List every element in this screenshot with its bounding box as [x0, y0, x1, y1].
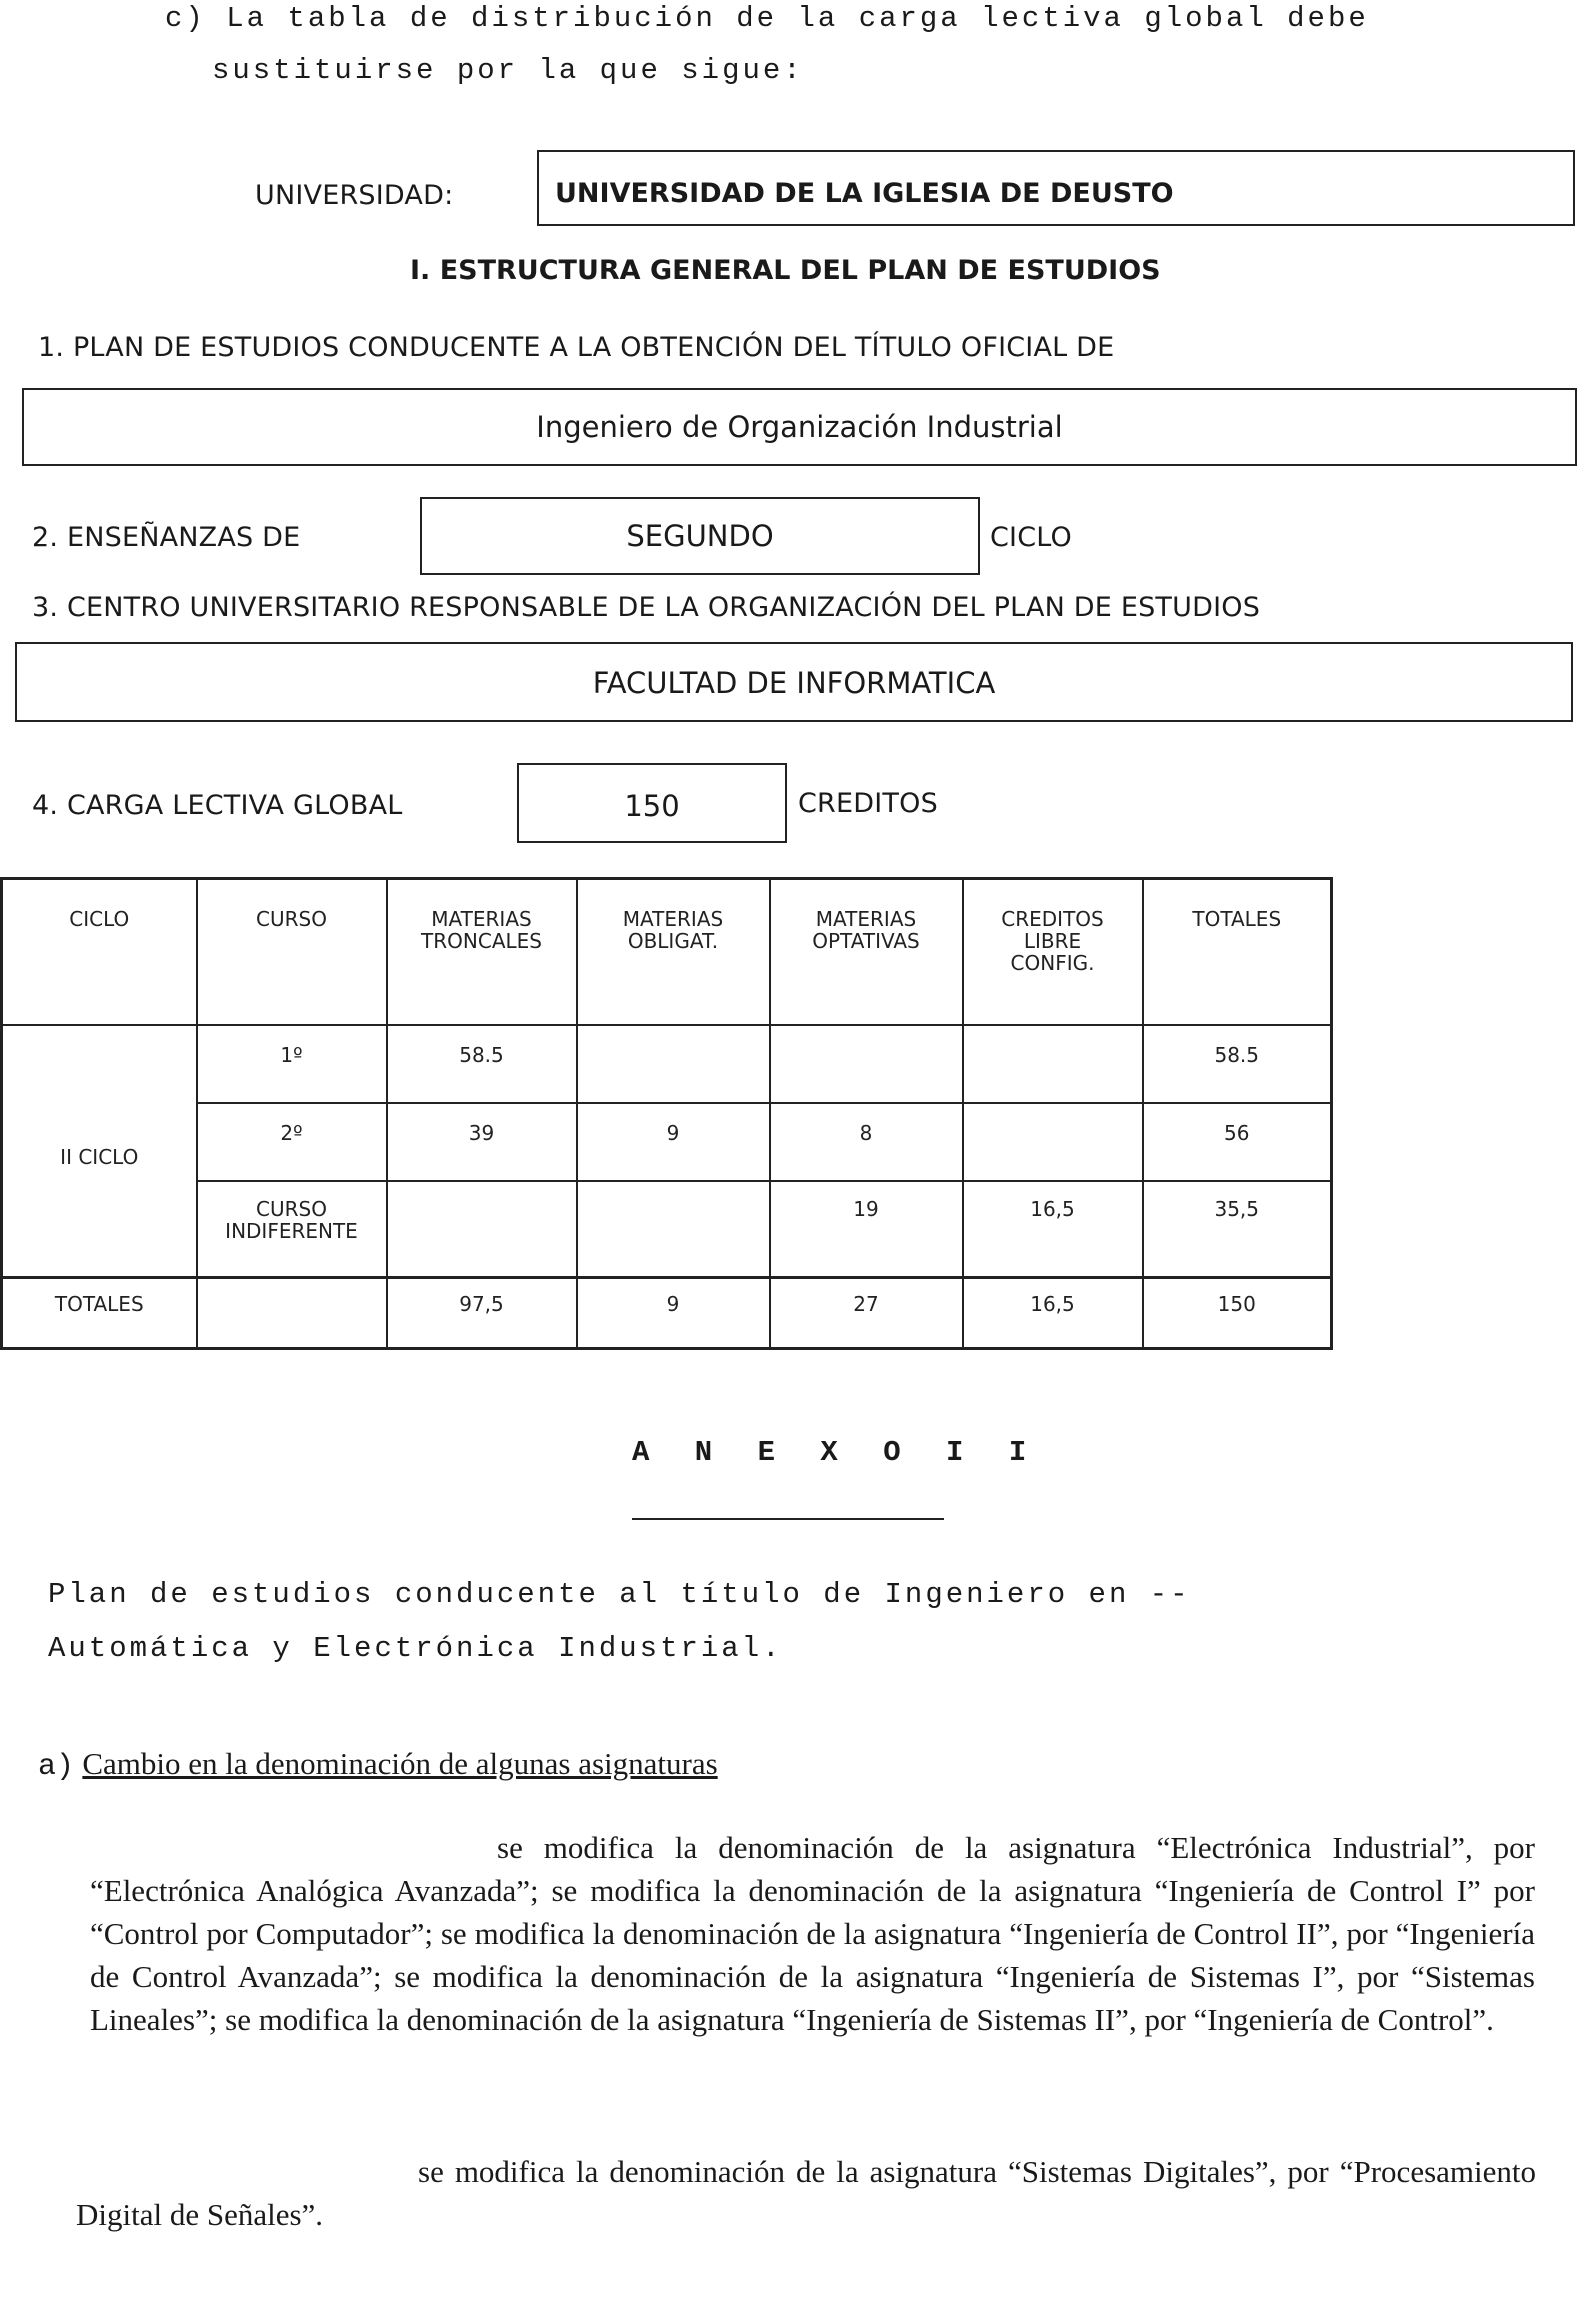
- totals-label-cell: TOTALES: [2, 1278, 197, 1349]
- table-row: [2, 1181, 1332, 1278]
- totales-cell: 58.5: [1143, 1025, 1332, 1103]
- header-troncales: MATERIAS TRONCALES: [387, 879, 577, 1026]
- table-totals-row: [2, 1278, 1332, 1349]
- optativas-cell: 8: [770, 1103, 963, 1181]
- libre-cell: [963, 1025, 1143, 1103]
- section-a-prefix: a): [38, 1750, 75, 1784]
- header-totales: TOTALES: [1143, 879, 1332, 1026]
- obligat-cell: [577, 1181, 770, 1278]
- header-libre-config: CREDITOS LIBRE CONFIG.: [963, 879, 1143, 1026]
- universidad-box: [537, 150, 1575, 226]
- totales-cell: 56: [1143, 1103, 1332, 1181]
- curso-cell: 1º: [197, 1025, 387, 1103]
- universidad-label: UNIVERSIDAD:: [255, 180, 454, 211]
- plan-line-1: Plan de estudios conducente al título de Ingeniero en --: [48, 1578, 1191, 1611]
- intro-line-1: c) La tabla de distribución de la carga lectiva global debe: [165, 2, 1369, 35]
- obligat-cell: [577, 1025, 770, 1103]
- troncales-cell: 39: [387, 1103, 577, 1181]
- header-curso: CURSO: [197, 879, 387, 1026]
- carga-suffix: CREDITOS: [798, 788, 938, 819]
- obligat-cell: 9: [577, 1103, 770, 1181]
- table-row: [2, 1103, 1332, 1181]
- header-obligatorias: MATERIAS OBLIGAT.: [577, 879, 770, 1026]
- troncales-cell: 58.5: [387, 1025, 577, 1103]
- ensenanzas-value: SEGUNDO: [626, 519, 774, 553]
- centro-label: 3. CENTRO UNIVERSITARIO RESPONSABLE DE LA ORGANIZACIÓN DEL PLAN DE ESTUDIOS: [32, 592, 1261, 623]
- carga-table: [0, 877, 1333, 1350]
- anexo-title-underline: [632, 1518, 944, 1520]
- totals-totales-cell: 150: [1143, 1278, 1332, 1349]
- header-ciclo: CICLO: [2, 879, 197, 1026]
- libre-cell: 16,5: [963, 1181, 1143, 1278]
- section-a-heading: [38, 1746, 718, 1784]
- plan-value: Ingeniero de Organización Industrial: [536, 410, 1063, 444]
- anexo-title: A N E X O I I: [632, 1436, 1041, 1469]
- plan-line-2: Automática y Electrónica Industrial.: [48, 1632, 783, 1665]
- carga-box: [517, 763, 787, 843]
- carga-label: 4. CARGA LECTIVA GLOBAL: [32, 790, 403, 821]
- plan-label: 1. PLAN DE ESTUDIOS CONDUCENTE A LA OBTENCIÓN DEL TÍTULO OFICIAL DE: [38, 332, 1115, 363]
- totals-libre-cell: 16,5: [963, 1278, 1143, 1349]
- paragraph-2: se modifica la denominación de la asignatura “Sistemas Digitales”, por “Procesamiento Digital de Señales”.: [76, 2154, 1536, 2232]
- estructura-title: I. ESTRUCTURA GENERAL DEL PLAN DE ESTUDIOS: [410, 255, 1161, 286]
- section-a-title: Cambio en la denominación de algunas asignaturas: [82, 1746, 718, 1781]
- optativas-cell: [770, 1025, 963, 1103]
- universidad-value: UNIVERSIDAD DE LA IGLESIA DE DEUSTO: [555, 178, 1174, 209]
- table-header-row: [2, 879, 1332, 1026]
- curso-cell: 2º: [197, 1103, 387, 1181]
- totals-optativas-cell: 27: [770, 1278, 963, 1349]
- plan-box: [22, 388, 1577, 466]
- totales-cell: 35,5: [1143, 1181, 1332, 1278]
- totals-troncales-cell: 97,5: [387, 1278, 577, 1349]
- centro-value: FACULTAD DE INFORMATICA: [592, 666, 996, 700]
- ensenanzas-box: [420, 497, 980, 575]
- ensenanzas-label: 2. ENSEÑANZAS DE: [32, 522, 301, 553]
- libre-cell: [963, 1103, 1143, 1181]
- optativas-cell: 19: [770, 1181, 963, 1278]
- header-optativas: MATERIAS OPTATIVAS: [770, 879, 963, 1026]
- curso-cell: CURSO INDIFERENTE: [197, 1181, 387, 1278]
- ciclo-cell: II CICLO: [2, 1025, 197, 1278]
- carga-value: 150: [624, 789, 680, 823]
- troncales-cell: [387, 1181, 577, 1278]
- totals-curso-cell: [197, 1278, 387, 1349]
- table-row: [2, 1025, 1332, 1103]
- paragraph-1: se modifica la denominación de la asignatura “Electrónica Industrial”, por “Electrónica Analógica Avanzada”; se modifica la denominación de la asignatura “Ingeniería de Control I” por “Control por Computador”; se modifica la denominación de la asignatura “Ingeniería de Control II”, por “Ingeniería de Control Avanzada”; se modifica la denominación de la asignatura “Ingeniería de Sistemas I”, por “Sistemas Lineales”; se modifica la denominación de la asignatura “Ingeniería de Sistemas II”, por “Ingeniería de Control”.: [90, 1830, 1535, 2037]
- centro-box: [15, 642, 1573, 722]
- ensenanzas-suffix: CICLO: [990, 522, 1072, 553]
- intro-line-2: sustituirse por la que sigue:: [212, 54, 804, 87]
- totals-obligat-cell: 9: [577, 1278, 770, 1349]
